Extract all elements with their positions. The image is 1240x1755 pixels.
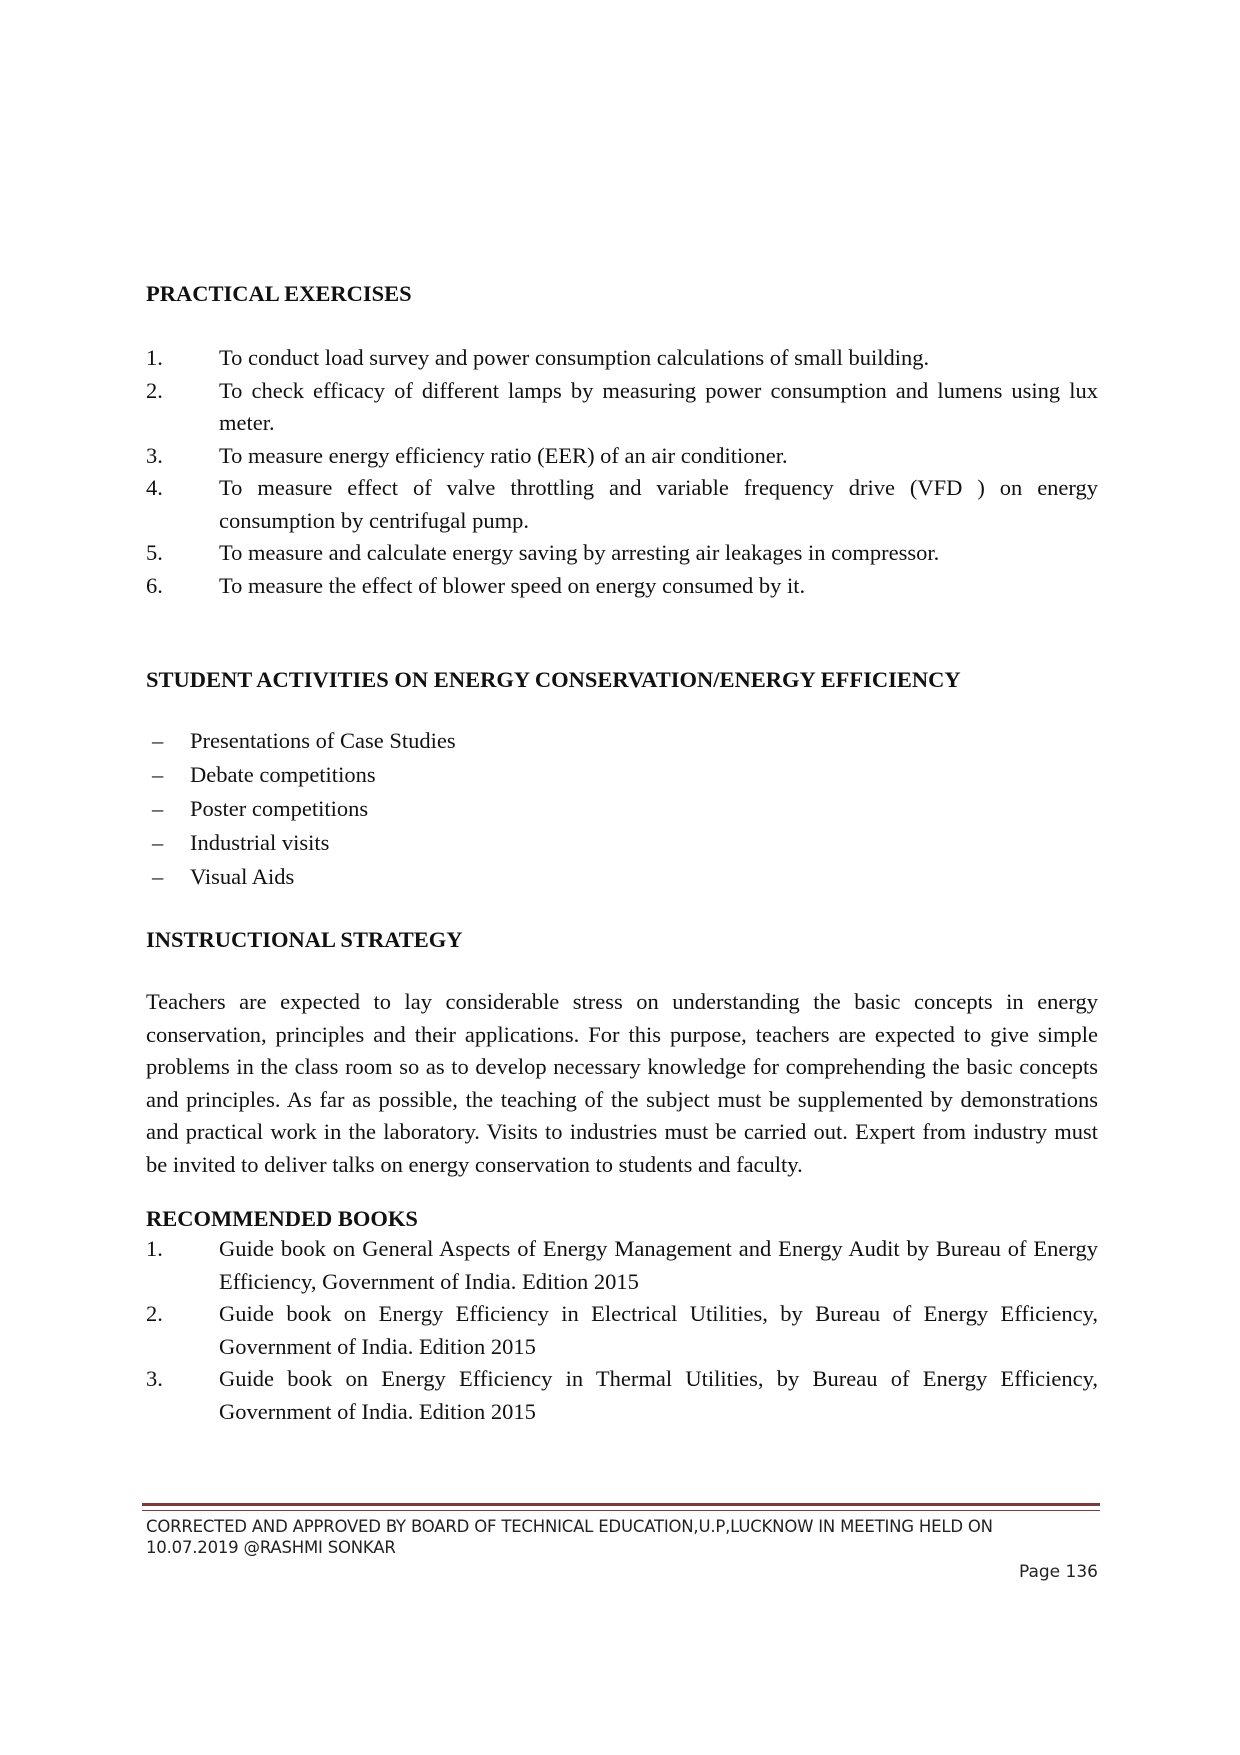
- list-item: [146, 375, 1098, 440]
- page-number: Page 136: [1018, 1562, 1098, 1582]
- list-item: [146, 1233, 1098, 1298]
- list-item: [146, 1298, 1098, 1363]
- list-item-text: Guide book on Energy Efficiency in Electrical Utilities, by Bureau of Energy Efficiency, Government of India. Edition 2015: [219, 1301, 1098, 1359]
- list-item-text: Debate competitions: [190, 762, 376, 787]
- dash-bullet: –: [152, 762, 164, 787]
- list-item-text: To measure and calculate energy saving by arresting air leakages in compressor.: [219, 540, 940, 565]
- instructional-strategy-heading: INSTRUCTIONAL STRATEGY: [146, 927, 463, 952]
- list-item-number: 2.: [146, 377, 163, 403]
- list-item: [146, 1363, 1098, 1428]
- dash-bullet: –: [152, 864, 164, 889]
- list-item-text: To check efficacy of different lamps by measuring power consumption and lumens using lux meter.: [219, 377, 1098, 435]
- list-item: [146, 537, 1098, 570]
- practical-exercises-list: [146, 342, 1098, 602]
- list-item-number: 6.: [146, 572, 163, 598]
- list-item-number: 1.: [146, 1236, 163, 1261]
- instructional-strategy-paragraph: Teachers are expected to lay considerable stress on understanding the basic concepts in energy conservation, principles and their applications. For this purpose, teachers are expected to give simple problems in the class room so as to develop necessary knowledge for comprehending the basic concepts and principles. As far as possible, the teaching of the subject must be supplemented by demonstrations and practical work in the laboratory. Visits to industries must be carried out. Expert from industry must be invited to deliver talks on energy conservation to students and faculty.: [146, 989, 1098, 1177]
- list-item-number: 3.: [146, 1366, 163, 1391]
- page-content: [146, 278, 1098, 1428]
- dash-bullet: –: [152, 728, 164, 753]
- list-item-text: To conduct load survey and power consumption calculations of small building.: [219, 345, 930, 370]
- recommended-books-heading: RECOMMENDED BOOKS: [146, 1206, 418, 1231]
- dash-bullet: –: [152, 796, 164, 821]
- list-item-text: To measure the effect of blower speed on energy consumed by it.: [219, 572, 806, 598]
- dash-bullet: –: [152, 830, 164, 855]
- list-item: [146, 472, 1098, 537]
- list-item: [146, 792, 1098, 826]
- list-item-text: Industrial visits: [190, 830, 330, 855]
- list-item: [146, 758, 1098, 792]
- list-item-text: Visual Aids: [190, 864, 295, 889]
- list-item-number: 2.: [146, 1301, 163, 1326]
- list-item: [146, 860, 1098, 894]
- practical-exercises-heading: PRACTICAL EXERCISES: [146, 281, 412, 306]
- list-item-number: 4.: [146, 475, 163, 500]
- list-item: [146, 826, 1098, 860]
- list-item: [146, 724, 1098, 758]
- footer-text: [146, 1516, 1098, 1558]
- list-item-text: Poster competitions: [190, 796, 369, 821]
- list-item-text: To measure energy efficiency ratio (EER) of an air conditioner.: [219, 442, 788, 468]
- footer-line-1: CORRECTED AND APPROVED BY BOARD OF TECHNICAL EDUCATION,U.P,LUCKNOW IN MEETING HELD ON: [146, 1517, 993, 1536]
- list-item-text: To measure effect of valve throttling and variable frequency drive (VFD ) on energy consumption by centrifugal pump.: [219, 475, 1098, 533]
- recommended-books-list: [146, 1233, 1098, 1428]
- list-item-text: Guide book on General Aspects of Energy Management and Energy Audit by Bureau of Energy Efficiency, Government of India. Edition 2015: [219, 1236, 1098, 1294]
- list-item: [146, 342, 1098, 375]
- list-item: [146, 440, 1098, 473]
- list-item-text: Guide book on Energy Efficiency in Thermal Utilities, by Bureau of Energy Efficiency, Government of India. Edition 2015: [219, 1366, 1098, 1424]
- footer-divider: [142, 1503, 1100, 1511]
- list-item-text: Presentations of Case Studies: [190, 728, 456, 753]
- list-item-number: 3.: [146, 442, 163, 468]
- student-activities-heading: STUDENT ACTIVITIES ON ENERGY CONSERVATION/ENERGY EFFICIENCY: [146, 667, 961, 692]
- list-item-number: 5.: [146, 540, 163, 565]
- list-item-number: 1.: [146, 345, 163, 370]
- footer-line-2: 10.07.2019 @RASHMI SONKAR: [146, 1538, 396, 1557]
- student-activities-list: [146, 724, 1098, 894]
- list-item: [146, 570, 1098, 603]
